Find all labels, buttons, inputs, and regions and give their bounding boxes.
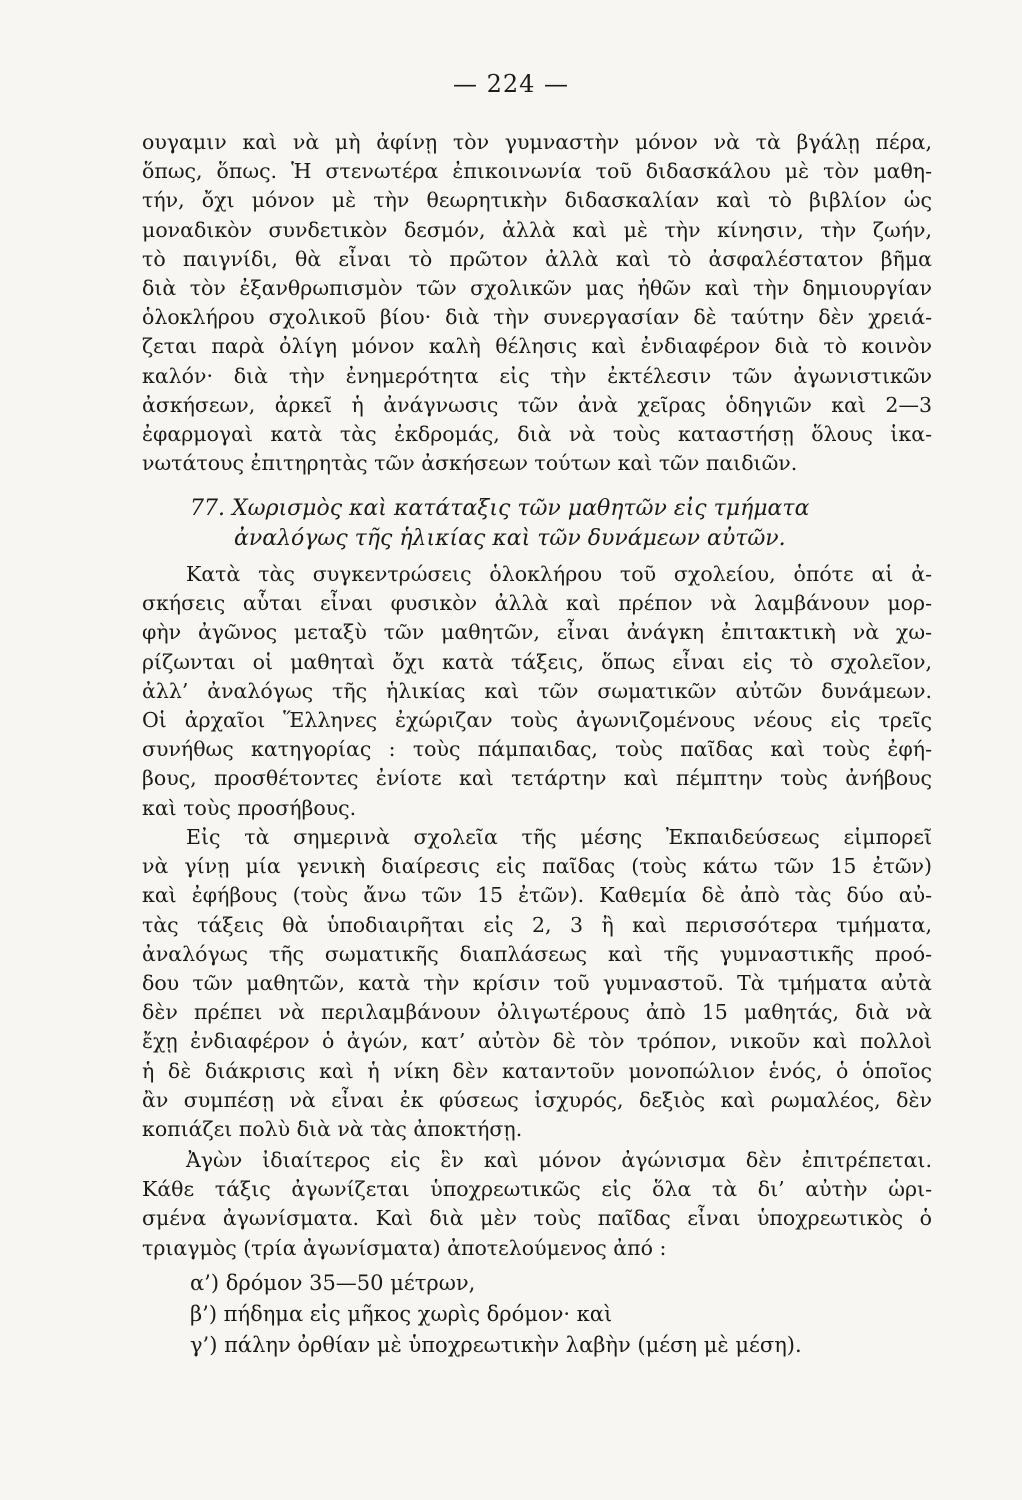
section-heading	[190, 494, 890, 554]
list-item: α’) δρόμον 35—50 μέτρων,	[190, 1271, 476, 1295]
text-line: καλόν· διὰ τὴν ἐνημερότητα εἰς τὴν ἐκτέλεσιν τῶν ἀγωνιστικῶν	[142, 363, 932, 388]
text-line: καὶ τοὺς προσήβους.	[142, 795, 357, 820]
page-number: — 224 —	[452, 70, 570, 98]
text-line: δου τῶν μαθητῶν, κατὰ τὴν κρίσιν τοῦ γυμναστοῦ. Τὰ τμήματα αὐτὰ	[142, 971, 932, 996]
text-line: νὰ γίνῃ μία γενικὴ διαίρεσις εἰς παῖδας (τοὺς κάτω τῶν 15 ἐτῶν)	[142, 854, 932, 879]
text-line: Εἰς τὰ σημερινὰ σχολεῖα τῆς μέσης Ἐκπαιδεύσεως εἰμπορεῖ	[186, 825, 932, 849]
text-line: ἂν συμπέσῃ νὰ εἶναι ἐκ φύσεως ἰσχυρός, δεξιὸς καὶ ρωμαλέος, δὲν	[142, 1087, 932, 1112]
text-line: βους, προσθέτοντες ἐνίοτε καὶ τετάρτην καὶ πέμπτην τοὺς ἀνήβους	[142, 766, 932, 791]
text-line: ζεται παρὰ ὀλίγη μόνον καλὴ θέλησις καὶ ἐνδιαφέρον διὰ τὸ κοινὸν	[142, 334, 932, 359]
text-line: ἡ δὲ διάκρισις καὶ ἡ νίκη δὲν καταντοῦν μονοπώλιον ἑνός, ὁ ὁποῖος	[142, 1058, 932, 1083]
text-line: σμένα ἀγωνίσματα. Καὶ διὰ μὲν τοὺς παῖδας εἶναι ὑποχρεωτικὸς ὁ	[142, 1206, 932, 1231]
text-line: ἀλλ’ ἀναλόγως τῆς ἡλικίας καὶ τῶν σωματικῶν αὐτῶν δυνάμεων.	[142, 678, 932, 703]
text-line: τριαγμὸς (τρία ἀγωνίσματα) ἀποτελούμενος ἀπό :	[142, 1235, 667, 1260]
text-line: Κατὰ τὰς συγκεντρώσεις ὁλοκλήρου τοῦ σχολείου, ὁπότε αἱ ἀ-	[186, 562, 932, 586]
text-line: ὅπως, ὅπως. Ἡ στενωτέρα ἐπικοινωνία τοῦ διδασκάλου μὲ τὸν μαθη-	[142, 159, 932, 184]
paragraph-2	[142, 560, 932, 823]
text-line: ἀναλόγως τῆς σωματικῆς διαπλάσεως καὶ τῆς γυμναστικῆς προό-	[142, 941, 932, 966]
section-heading-line-2: ἀναλόγως τῆς ἡλικίας καὶ τῶν δυνάμεων αὐτῶν.	[234, 526, 786, 551]
text-line: ἐφαρμογαὶ κατὰ τὰς ἐκδρομάς, διὰ νὰ τοὺς καταστήσῃ ὅλους ἱκα-	[142, 422, 932, 447]
text-line: Ἀγὼν ἰδιαίτερος εἰς ἓν καὶ μόνον ἀγώνισμα δὲν ἐπιτρέπεται.	[186, 1148, 932, 1172]
list-item: γ’) πάλην ὀρθίαν μὲ ὑποχρεωτικὴν λαβὴν (μέση μὲ μέση).	[190, 1333, 802, 1357]
text-line: ὁλοκλήρου σχολικοῦ βίου· διὰ τὴν συνεργασίαν δὲ ταύτην δὲν χρειά-	[142, 305, 932, 330]
list-item: β’) πήδημα εἰς μῆκος χωρὶς δρόμον· καὶ	[190, 1302, 613, 1326]
text-line: συνήθως κατηγορίας : τοὺς πάμπαιδας, τοὺς παῖδας καὶ τοὺς ἐφή-	[142, 737, 932, 762]
text-line: καὶ ἐφήβους (τοὺς ἄνω τῶν 15 ἐτῶν). Καθεμία δὲ ἀπὸ τὰς δύο αὐ-	[142, 883, 932, 908]
text-line: δὲν πρέπει νὰ περιλαμβάνουν ὀλιγωτέρους ἀπὸ 15 μαθητάς, διὰ νὰ	[142, 1000, 932, 1025]
text-line: σκήσεις αὗται εἶναι φυσικὸν ἀλλὰ καὶ πρέπον νὰ λαμβάνουν μορ-	[142, 591, 932, 616]
paragraph-3	[142, 823, 932, 1144]
section-heading-line-1: 77. Χωρισμὸς καὶ κατάταξις τῶν μαθητῶν εἰς τμήματα	[190, 496, 810, 521]
text-line: φὴν ἀγῶνος μεταξὺ τῶν μαθητῶν, εἶναι ἀνάγκη ἐπιτακτικὴ νὰ χω-	[142, 620, 932, 645]
text-line: τὸ παιγνίδι, θὰ εἶναι τὸ πρῶτον ἀλλὰ καὶ τὸ ἀσφαλέστατον βῆμα	[142, 246, 932, 271]
text-line: Κάθε τάξις ἀγωνίζεται ὑποχρεωτικῶς εἰς ὅλα τὰ δι’ αὐτὴν ὡρι-	[142, 1177, 932, 1202]
paragraph-1	[142, 128, 932, 478]
paragraph-4	[142, 1146, 932, 1263]
text-line: κοπιάζει πολὺ διὰ νὰ τὰς ἀποκτήσῃ.	[142, 1117, 523, 1142]
text-line: διὰ τὸν ἐξανθρωπισμὸν τῶν σχολικῶν μας ἠθῶν καὶ τὴν δημιουργίαν	[142, 276, 932, 301]
text-line: ρίζωνται οἱ μαθηταὶ ὄχι κατὰ τάξεις, ὅπως εἶναι εἰς τὸ σχολεῖον,	[142, 649, 932, 674]
text-line: ἀσκήσεων, ἀρκεῖ ἡ ἀνάγνωσις τῶν ἀνὰ χεῖρας ὁδηγιῶν καὶ 2—3	[142, 392, 932, 417]
text-line: τήν, ὄχι μόνον μὲ τὴν θεωρητικὴν διδασκαλίαν καὶ τὸ βιβλίον ὡς	[142, 188, 932, 213]
text-line: Οἱ ἀρχαῖοι Ἕλληνες ἐχώριζαν τοὺς ἀγωνιζομένους νέους εἰς τρεῖς	[142, 708, 932, 733]
text-line: ἔχῃ ἐνδιαφέρον ὁ ἀγών, κατ’ αὐτὸν δὲ τὸν τρόπον, νικοῦν καὶ πολλοὶ	[142, 1029, 932, 1054]
text-line: μοναδικὸν συνδετικὸν δεσμόν, ἀλλὰ καὶ μὲ τὴν κίνησιν, τὴν ζωήν,	[142, 217, 932, 242]
exercise-list	[190, 1268, 910, 1361]
text-line: νωτάτους ἐπιτηρητὰς τῶν ἀσκήσεων τούτων καὶ τῶν παιδιῶν.	[142, 451, 798, 476]
text-line: τὰς τάξεις θὰ ὑποδιαιρῆται εἰς 2, 3 ἢ καὶ περισσότερα τμήματα,	[142, 912, 932, 937]
text-line: ουγαμιν καὶ νὰ μὴ ἀφίνῃ τὸν γυμναστὴν μόνον νὰ τὰ βγάλῃ πέρα,	[142, 130, 932, 154]
